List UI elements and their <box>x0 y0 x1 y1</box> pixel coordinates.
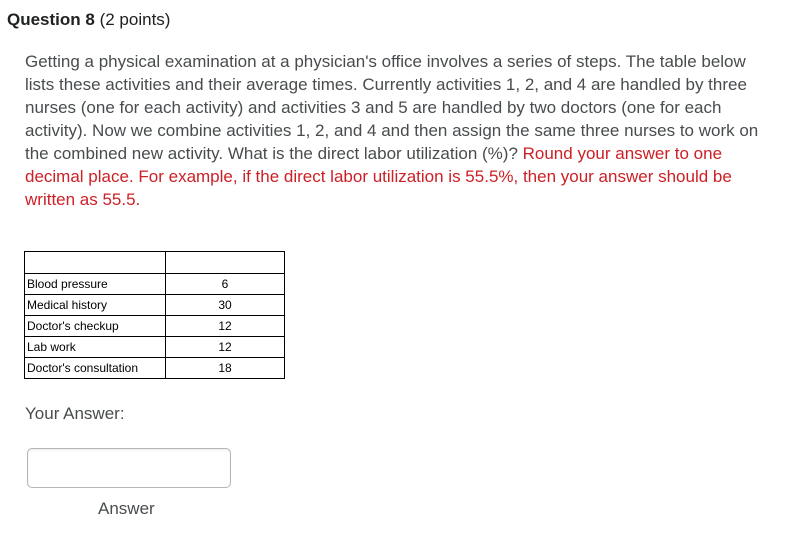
answer-input[interactable] <box>27 448 231 488</box>
activity-name: Doctor's checkup <box>25 316 166 337</box>
activity-time: 18 <box>166 358 285 379</box>
question-header <box>7 10 170 30</box>
table-header-cell <box>166 252 285 274</box>
activity-name: Blood pressure <box>25 274 166 295</box>
table-row <box>25 274 285 295</box>
question-points: (2 points) <box>99 10 171 29</box>
question-instruction: Round your answer to one decimal place. For example, if the direct labor utilization is 55.5%, then your answer should be written as 55.5. <box>25 144 732 209</box>
activity-time: 12 <box>166 337 285 358</box>
table-header-cell <box>25 252 166 274</box>
activity-time: 12 <box>166 316 285 337</box>
question-text <box>25 50 760 211</box>
table-row <box>25 337 285 358</box>
answer-caption: Answer <box>98 499 155 518</box>
table-row <box>25 295 285 316</box>
activity-name: Doctor's consultation <box>25 358 166 379</box>
question-title: Question 8 <box>7 10 95 29</box>
table-row <box>25 316 285 337</box>
activity-time: 30 <box>166 295 285 316</box>
activity-table <box>24 251 285 379</box>
activity-name: Lab work <box>25 337 166 358</box>
table-row <box>25 358 285 379</box>
question-prompt: Getting a physical examination at a physician's office involves a series of steps. The table below lists these activities and their average times. Currently activities 1, 2, and 4 are handled by three nurses (one for each activity) and activities 3 and 5 are handled by two doctors (one for each activity). Now we combine activities 1, 2, and 4 and then assign the same three nurses to work on the combined new activity. What is the direct labor utilization (%)? <box>25 52 759 163</box>
activity-time: 6 <box>166 274 285 295</box>
activity-name: Medical history <box>25 295 166 316</box>
answer-label: Your Answer: <box>25 404 125 423</box>
table-header-row <box>25 252 285 274</box>
